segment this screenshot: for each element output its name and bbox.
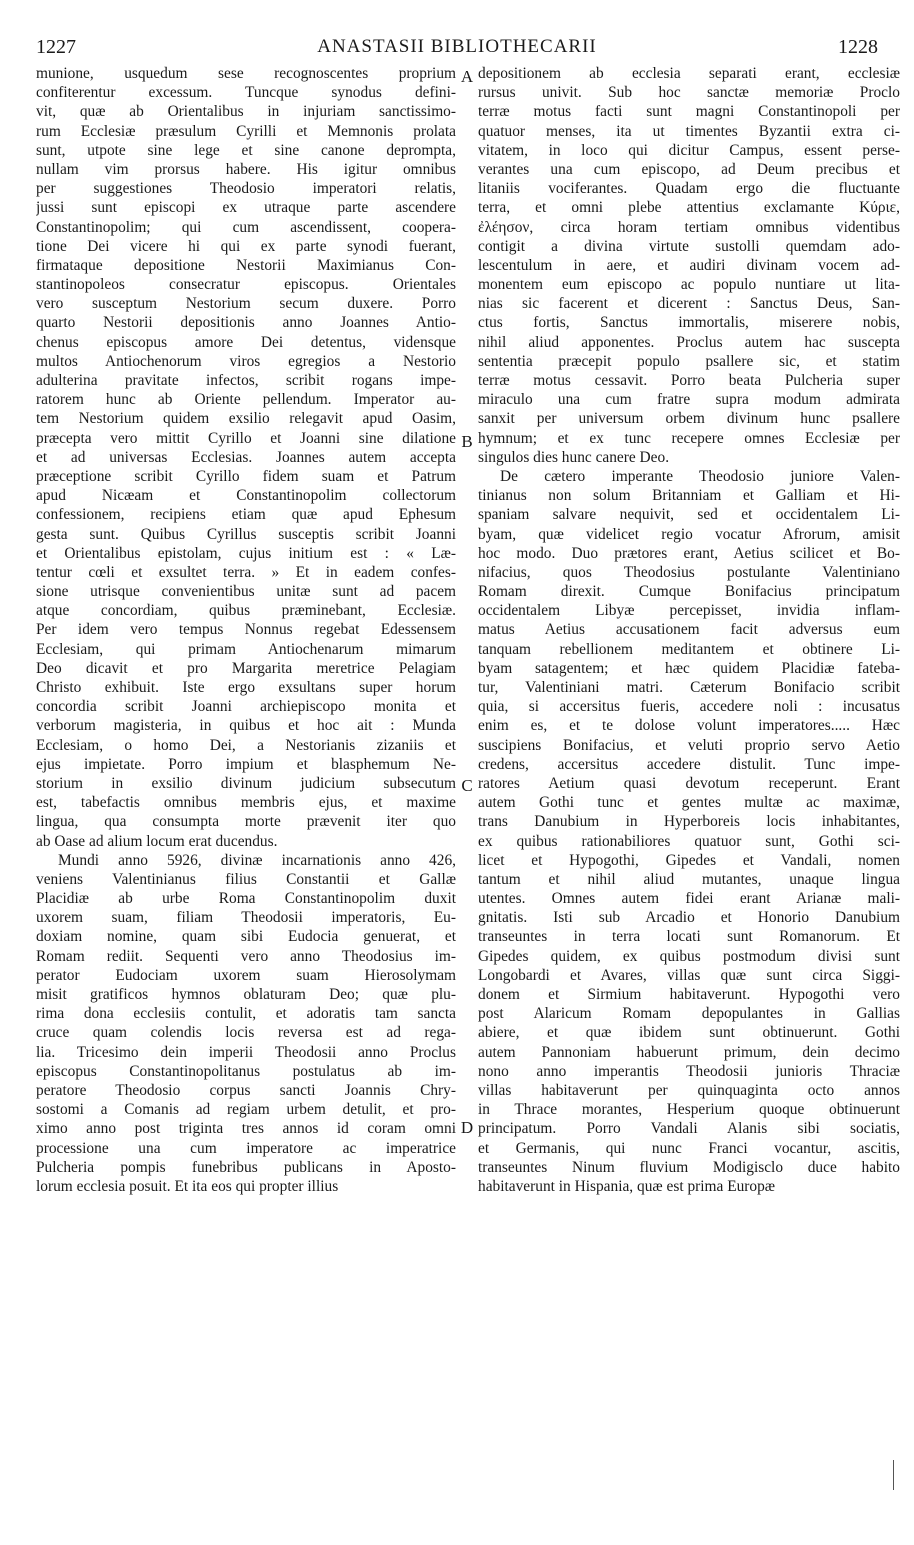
text-line: verborum magisteria, in quibus et hoc ait : Munda: [36, 717, 456, 735]
text-line: hoc modo. Duo prætores erant, Aetius scilicet et Bo-: [478, 544, 900, 562]
text-line: post Alaricum Romam depopulantes in Gallias: [478, 1005, 900, 1023]
text-line: byam, quæ videlicet regio vocatur Afrorum, amisit: [478, 525, 900, 543]
margin-letter-c: C: [461, 776, 473, 795]
text-line: sententia præcepit populo psallere sic, et statim: [478, 352, 900, 370]
text-line: doxiam nomine, quam sibi Eudocia genuerat, et: [36, 928, 456, 946]
text-line: byam satagentem; et hæc quidem Placidiæ fateba-: [478, 659, 900, 677]
text-line: ctus fortis, Sanctus immortalis, miserere nobis,: [478, 314, 900, 332]
text-line: cruce quam colendis locis reversa est ad rega-: [36, 1024, 456, 1042]
running-title: ANASTASII BIBLIOTHECARII: [317, 36, 597, 57]
text-line: Pulcheria pompis funebribus publicans in Aposto-: [36, 1158, 456, 1176]
text-line: hymnum; et ex tunc recepere omnes Ecclesiæ per: [478, 429, 900, 447]
text-line: Placidiæ ab urbe Roma Constantinopolim duxit: [36, 890, 456, 908]
text-line: tentur cœli et exsultet terra. » Et in eadem confes-: [36, 563, 456, 581]
text-line: transeuntes Ninum fluvium Modigisclo duce habito: [478, 1158, 900, 1176]
text-line: nono anno imperantis Theodosii junioris Thraciæ: [478, 1062, 900, 1080]
text-line: lorum ecclesia posuit. Et ita eos qui propter illius: [36, 1177, 339, 1195]
text-line: verantes una cum episcopo, ad Deum precibus et: [478, 160, 900, 178]
text-line: ejus impietate. Porro impium et blasphemum Ne-: [36, 755, 456, 773]
text-line: ab Oase ad alium locum erat ducendus.: [36, 832, 278, 850]
text-line: ratores Aetium quasi devotum receperunt. Erant: [478, 774, 900, 792]
text-line: terræ motus cessavit. Porro beata Pulcheria super: [478, 372, 900, 389]
text-line: rima dona ecclesiis contulit, et adoratis tam sancta: [36, 1005, 456, 1023]
text-line: occidentalem Libyæ percepisset, invidia inflam-: [478, 602, 900, 620]
text-line: licet et Hypogothi, Gipedes et Vandali, nomen: [478, 851, 900, 869]
text-line: Gipedes quidem, ex quibus postmodum divisi sunt: [478, 947, 900, 965]
left-column: [36, 64, 456, 1196]
text-line: tinianus non solum Britanniam et Galliam et Hi-: [478, 487, 900, 505]
text-line: episcopus Constantinopolitanus postulatus ab im-: [36, 1062, 456, 1080]
text-line: est, tabefactis omnibus membris ejus, et maxime: [36, 794, 456, 812]
margin-letter-d: D: [460, 1118, 474, 1137]
text-line: concordia scribit Joanni archiepiscopo monita et: [36, 698, 456, 716]
text-line: nias sic facerent et dicerent : Sanctus Deus, San-: [478, 295, 900, 313]
margin-letter-b: B: [461, 432, 473, 451]
text-line: Romam direxit. Cumque Bonifacius principatum: [478, 583, 900, 601]
text-line: veniens Valentinianus filius Constantii et Gallæ: [36, 870, 456, 888]
text-line: et Germanis, qui nunc Franci vocantur, ascitis,: [478, 1139, 900, 1157]
text-line: donem et Sirmium habitaverunt. Hypogothi vero: [478, 986, 900, 1003]
text-line: gnitatis. Isti sub Arcadio et Honorio Danubium: [478, 909, 900, 927]
text-line: ἐλέησον, circa horam tertiam omnibus videntibus: [478, 218, 900, 236]
text-line: nullam vim prorsus habere. His igitur omnibus: [36, 160, 456, 178]
text-line: tanquam rebellionem meditantem et obtinere Li-: [478, 640, 900, 658]
text-line: trans Danubium in Hyperboreis locis inhabitantes,: [478, 813, 900, 831]
text-line: De cætero imperante Theodosio juniore Valen-: [500, 467, 900, 485]
text-line: vitatem, in loco qui dicitur Campus, essent perse-: [478, 141, 900, 159]
text-line: multos Antiochenorum viros egregios a Nestorio: [36, 352, 456, 370]
text-line: miraculo una cum fratre supra modum admirata: [478, 391, 900, 409]
text-line: terræ motus facti sunt magni Constantinopoli per: [478, 103, 900, 121]
text-line: Romam rediit. Sequenti vero anno Theodosius im-: [36, 947, 456, 965]
text-line: tione Dei vicere hi qui ex parte synodi fuerant,: [36, 237, 456, 255]
text-line: spaniam salvare nequivit, sed et occidentalem Li-: [478, 506, 900, 524]
text-line: sunt, utpote sine lege et sine canone deprompta,: [36, 141, 456, 159]
text-line: munione, usquedum sese recognoscentes proprium: [36, 65, 456, 82]
text-line: misit gratificos hymnos oblaturam Deo; quæ plu-: [36, 986, 456, 1003]
text-line: peratore Theodosio corpus sancti Joannis Chry-: [36, 1081, 456, 1099]
text-line: lia. Tricesimo dein imperii Theodosii anno Proclus: [36, 1043, 456, 1061]
text-line: apud Nicæam et Constantinopolim collectorum: [36, 487, 456, 505]
text-line: principatum. Porro Vandali Alanis sibi sociatis,: [478, 1120, 900, 1138]
text-line: confessionem, recipiens etiam quæ apud Ephesum: [36, 506, 456, 524]
page-number-right: 1228: [838, 36, 878, 58]
text-line: vit, quæ ab Orientalibus in injuriam sanctissimo-: [36, 103, 456, 121]
text-line: utentes. Omnes autem fidei erant Arianæ mali-: [478, 890, 900, 908]
text-line: quia, si accersitus fueris, accedere noli : incusatus: [478, 698, 900, 716]
text-line: Mundi anno 5926, divinæ incarnationis anno 426,: [58, 851, 456, 869]
text-line: lingua, qua consumpta morte prævenit iter quo: [36, 813, 456, 831]
column-edge-rule: [893, 1460, 894, 1490]
text-line: lescentulum in aere, et audiri divinam vocem ad-: [478, 256, 900, 274]
text-line: transeuntes in terra locati sunt Romanorum. Et: [478, 928, 900, 946]
text-line: per suggestiones Theodosio imperatori relatis,: [36, 180, 456, 198]
text-line: villas habitaverunt per quinquaginta octo annos: [478, 1081, 900, 1099]
text-line: Ecclesiam, o homo Dei, a Nestorianis zizaniis et: [36, 736, 456, 754]
text-line: sostomi a Comanis ad regiam urbem detulit, et pro-: [36, 1101, 456, 1119]
text-line: processione una cum imperatore ac imperatrice: [36, 1139, 456, 1157]
text-line: singulos dies hunc canere Deo.: [478, 448, 670, 466]
text-line: contigit a divina virtute sustolli quemdam ado-: [478, 237, 900, 255]
text-line: Per idem vero tempus Nonnus regebat Edessensem: [36, 621, 456, 639]
text-line: litaniis vociferantes. Quadam ergo die fluctuante: [478, 180, 900, 198]
text-line: credens, accersitus accedere distulit. Tunc impe-: [478, 755, 900, 773]
text-line: Longobardi et Avares, villas quæ sunt circa Siggi-: [478, 966, 900, 984]
text-line: rursus univit. Sub hoc sanctæ memoriæ Proclo: [478, 84, 900, 102]
text-line: tantum et nihil aliud mutantes, unaque lingua: [478, 870, 900, 888]
page-number-left: 1227: [36, 36, 76, 58]
text-line: præceptione scribit Cyrillo fidem suam et Patrum: [36, 467, 456, 485]
text-line: quarto Nestorii depositionis anno Joannes Antio-: [36, 314, 456, 332]
text-line: adulterina pravitate infectos, scribit rogans impe-: [36, 372, 456, 389]
text-line: sanxit per universum orbem divinum hunc psallere: [478, 410, 900, 428]
text-line: vero susceptum Nestorium secum duxere. Porro: [36, 295, 456, 313]
text-line: monentem eum episcopo ac populo nuntiare ut lita-: [478, 276, 900, 294]
text-line: nihil aliud apponentes. Proclus autem hac suscepta: [478, 333, 900, 351]
text-line: rum Ecclesiæ præsulum Cyrilli et Memnonis prolata: [36, 122, 456, 140]
text-line: abiere, et quæ ibidem sunt obtinuerunt. Gothi: [478, 1024, 900, 1042]
text-line: firmataque depositione Nestorii Maximianus Con-: [36, 256, 456, 274]
text-line: habitaverunt in Hispania, quæ est prima Europæ: [478, 1177, 776, 1195]
text-line: tem Nestorium quidem exsilio relegavit apud Oasim,: [36, 410, 456, 428]
text-line: Deo dicavit et pro Margarita meretrice Pelagiam: [36, 659, 456, 677]
text-line: nifacius, quos Theodosius postulante Valentiniano: [478, 563, 900, 581]
text-line: ratorem hunc ab Oriente pellendum. Imperator au-: [36, 391, 456, 409]
text-line: præcepta vero mittit Cyrillo et Joanni sine dilatione: [36, 429, 456, 447]
text-line: atque concordiam, quibus præminebant, Ecclesiæ.: [36, 602, 456, 620]
margin-letter-a: A: [460, 67, 474, 86]
text-line: autem Pannoniam habuerunt primum, dein decimo: [478, 1043, 900, 1061]
text-line: Ecclesiam, qui primam Antiochenarum mimarum: [36, 640, 456, 658]
page-header: [30, 36, 884, 66]
text-line: Christo exhibuit. Iste ergo exsultans super horum: [36, 679, 456, 696]
text-line: quatuor menses, ita ut timentes Byzantii extra ci-: [478, 122, 900, 140]
text-line: stantinopoleos consecratur episcopus. Orientales: [36, 276, 456, 294]
text-line: Constantinopolim; qui cum ascendissent, coopera-: [36, 218, 456, 236]
text-line: storium in exsilio divinum judicium subsecutum: [36, 774, 456, 792]
text-line: perator Eudociam uxorem suam Hierosolymam: [36, 966, 456, 984]
text-line: et Orientalibus epistolam, cujus initium est : « Læ-: [36, 544, 456, 562]
text-line: ex quibus rationabiliores quatuor sunt, Gothi sci-: [478, 832, 900, 850]
text-line: sione utrisque convenientibus unitæ sunt ad pacem: [36, 583, 456, 601]
text-line: suscipiens Bonifacius, et veluti proprio servo Aetio: [478, 736, 900, 754]
text-line: depositionem ab ecclesia separati erant, ecclesiæ: [478, 65, 900, 82]
text-line: chenus episcopus amore Dei detentus, vidensque: [36, 333, 456, 351]
text-line: tur, Valentiniani matri. Cæterum Bonifacio scribit: [478, 679, 900, 696]
right-column: [478, 64, 900, 1196]
text-line: jussi sunt episcopi ex utraque parte ascendere: [36, 199, 456, 217]
text-line: et ad universas Ecclesias. Joannes autem accepta: [36, 448, 456, 466]
text-line: terra, et omni plebe attentius exclamante Κύριε,: [478, 199, 900, 217]
text-line: uxorem suam, filiam Theodosii imperatoris, Eu-: [36, 909, 456, 927]
text-line: confiterentur excessum. Tuncque synodus defini-: [36, 84, 456, 102]
text-line: enim es, et te dolose volunt imperatores..... Hæc: [478, 717, 900, 735]
text-line: ximo anno post triginta tres annos id coram omni: [36, 1120, 456, 1138]
text-line: in Thrace morantes, Hesperium quoque obtinuerunt: [478, 1101, 900, 1119]
text-line: gesta sunt. Quibus Cyrillus susceptis scribit Joanni: [36, 525, 456, 543]
text-line: autem Gothi tunc et gentes multæ ac maximæ,: [478, 794, 900, 812]
text-line: matus Aetius accusationem facit adversus eum: [478, 621, 900, 639]
